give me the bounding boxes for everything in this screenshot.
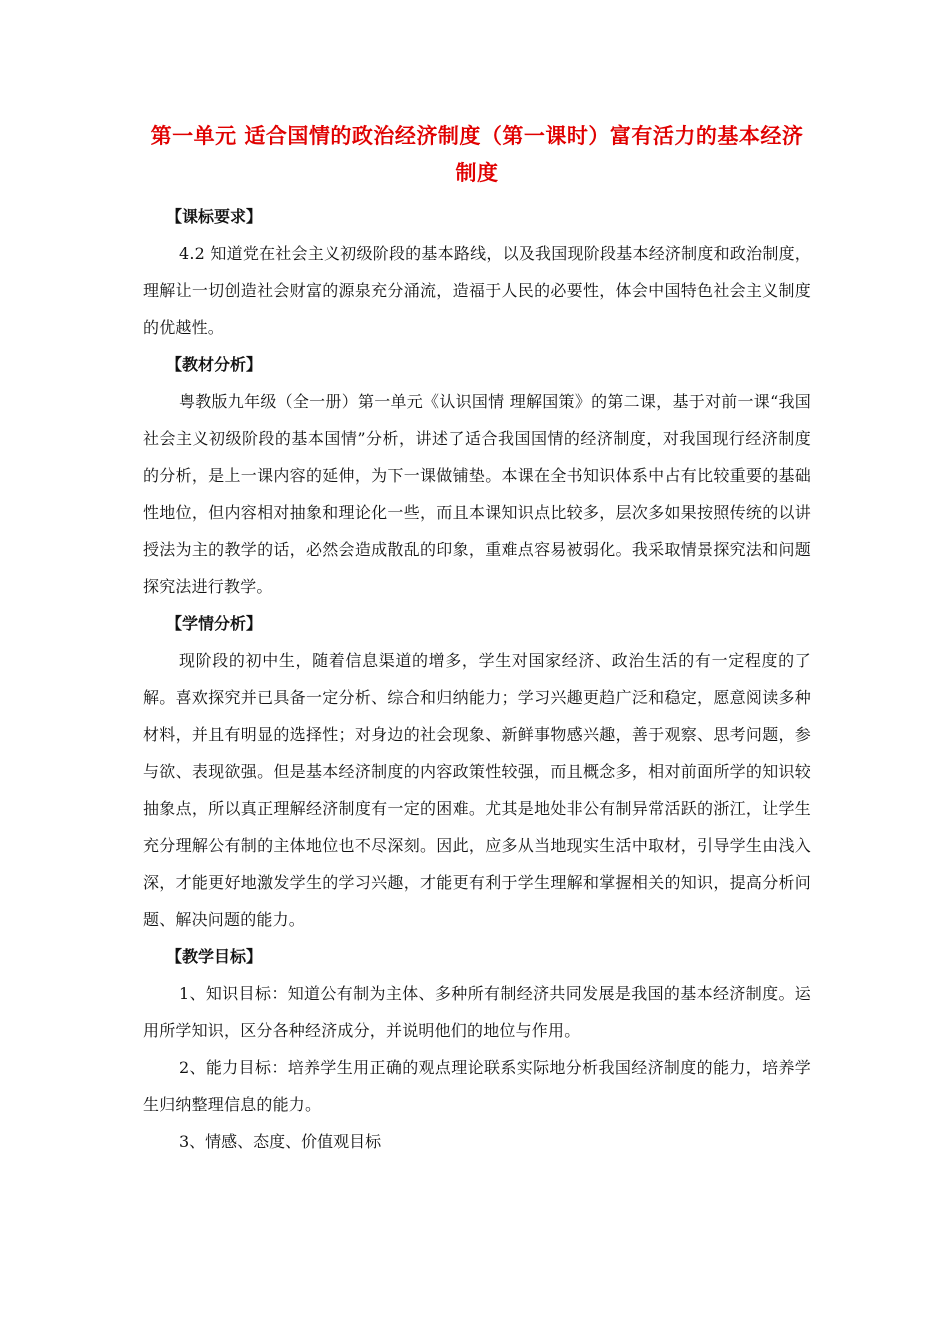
section-heading: 【课标要求】 (166, 207, 263, 226)
goal-emotion-values: 3、情感、态度、价值观目标 (179, 1132, 382, 1151)
section-heading: 【学情分析】 (166, 614, 263, 633)
section-paragraph: 4.2 知道党在社会主义初级阶段的基本路线，以及我国现阶段基本经济制度和政治制度，理解让一切创造社会财富的源泉充分涌流，造福于人民的必要性，体会中国特色社会主义制度的优越性。 (143, 244, 811, 337)
section-textbook-analysis (143, 346, 811, 605)
document-page (143, 118, 811, 1160)
section-curriculum-requirements (143, 198, 811, 346)
section-teaching-goals (143, 938, 811, 1160)
section-heading: 【教学目标】 (166, 947, 263, 966)
section-student-analysis (143, 605, 811, 938)
document-title: 第一单元 适合国情的政治经济制度（第一课时）富有活力的基本经济制度 (150, 124, 804, 185)
section-paragraph: 现阶段的初中生，随着信息渠道的增多，学生对国家经济、政治生活的有一定程度的了解。喜欢探究并已具备一定分析、综合和归纳能力；学习兴趣更趋广泛和稳定，愿意阅读多种材料，并且有明显的选择性；对身边的社会现象、新鲜事物感兴趣，善于观察、思考问题，参与欲、表现欲强。但是基本经济制度的内容政策性较强，而且概念多，相对前面所学的知识较抽象点，所以真正理解经济制度有一定的困难。尤其是地处非公有制异常活跃的浙江，让学生充分理解公有制的主体地位也不尽深刻。因此，应多从当地现实生活中取材，引导学生由浅入深，才能更好地激发学生的学习兴趣，才能更有利于学生理解和掌握相关的知识，提高分析问题、解决问题的能力。 (143, 651, 811, 929)
section-paragraph: 粤教版九年级（全一册）第一单元《认识国情 理解国策》的第二课，基于对前一课“我国社会主义初级阶段的基本国情”分析，讲述了适合我国国情的经济制度，对我国现行经济制度的分析，是上一课内容的延伸，为下一课做铺垫。本课在全书知识体系中占有比较重要的基础性地位，但内容相对抽象和理论化一些，而且本课知识点比较多，层次多如果按照传统的以讲授法为主的教学的话，必然会造成散乱的印象，重难点容易被弱化。我采取情景探究法和问题探究法进行教学。 (143, 392, 811, 596)
section-heading: 【教材分析】 (166, 355, 263, 374)
goal-ability: 2、能力目标：培养学生用正确的观点理论联系实际地分析我国经济制度的能力，培养学生归纳整理信息的能力。 (143, 1058, 811, 1114)
goal-knowledge: 1、知识目标：知道公有制为主体、多种所有制经济共同发展是我国的基本经济制度。运用所学知识，区分各种经济成分，并说明他们的地位与作用。 (143, 984, 811, 1040)
